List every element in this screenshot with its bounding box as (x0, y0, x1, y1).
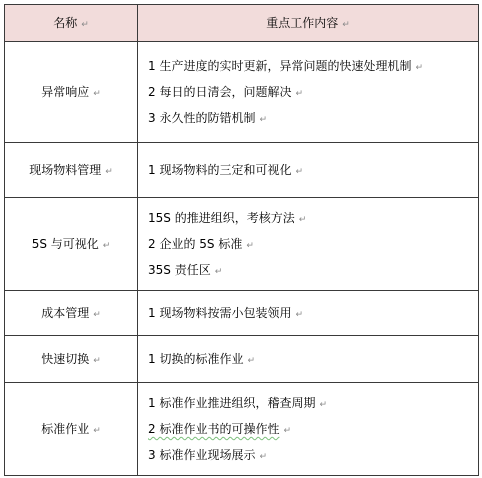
row-name: 成本管理 (41, 305, 90, 320)
content-line: 35S 责任区 ↵ (148, 263, 223, 277)
table-row (5, 143, 479, 198)
content-line: 3 永久性的防错机制 ↵ (148, 111, 267, 125)
table-row (5, 42, 479, 143)
row-content-cell (138, 143, 479, 198)
return-mark: ↵ (102, 240, 111, 251)
return-mark: ↵ (319, 400, 327, 410)
row-content-cell (138, 198, 479, 291)
row-name: 快速切换 (41, 351, 90, 366)
return-mark: ↵ (93, 355, 101, 366)
return-mark: ↵ (259, 452, 267, 462)
return-mark: ↵ (105, 166, 113, 177)
return-mark: ↵ (246, 241, 254, 251)
row-name-cell (5, 336, 138, 383)
return-mark: ↵ (93, 425, 101, 436)
row-name-cell (5, 198, 138, 291)
row-content-cell (138, 291, 479, 336)
content-line: 2 每日的日清会，问题解决 ↵ (148, 85, 303, 99)
table-row (5, 291, 479, 336)
row-name-cell (5, 291, 138, 336)
table-row (5, 336, 479, 383)
header-content-label: 重点工作内容 (266, 15, 339, 30)
row-name: 异常响应 (41, 84, 90, 99)
return-mark: ↵ (93, 309, 101, 320)
content-line: 15S 的推进组织，考核方法 ↵ (148, 211, 307, 225)
row-name: 5S 与可视化 (31, 236, 99, 251)
header-name-cell (5, 5, 138, 42)
return-mark: ↵ (259, 115, 267, 125)
document-table-container (4, 4, 478, 476)
content-line: 1 现场物料的三定和可视化 ↵ (148, 163, 303, 177)
row-content-cell (138, 42, 479, 143)
table-header-row (5, 5, 479, 42)
row-name-cell (5, 143, 138, 198)
return-mark: ↵ (415, 63, 423, 73)
header-content-cell (138, 5, 479, 42)
row-name-cell (5, 383, 138, 476)
return-mark: ↵ (93, 88, 101, 99)
key-work-table (4, 4, 479, 476)
content-line: 2 标准作业书的可操作性 ↵ (148, 422, 291, 436)
return-mark: ↵ (295, 89, 303, 99)
table-row (5, 383, 479, 476)
return-mark: ↵ (283, 426, 291, 436)
return-mark: ↵ (247, 356, 255, 366)
return-mark: ↵ (81, 19, 89, 30)
return-mark: ↵ (295, 310, 303, 320)
content-line: 1 标准作业推进组织，稽查周期 ↵ (148, 396, 327, 410)
row-name: 标准作业 (41, 421, 90, 436)
header-name-label: 名称 (53, 15, 78, 30)
return-mark: ↵ (342, 19, 350, 30)
return-mark: ↵ (295, 167, 303, 177)
row-content-cell (138, 336, 479, 383)
return-mark: ↵ (214, 267, 223, 277)
content-line: 1 现场物料按需小包装领用 ↵ (148, 306, 303, 320)
row-content-cell (138, 383, 479, 476)
content-line: 2 企业的 5S 标准 ↵ (148, 237, 254, 251)
return-mark: ↵ (298, 215, 307, 225)
table-row (5, 198, 479, 291)
content-line: 3 标准作业现场展示 ↵ (148, 448, 267, 462)
content-line: 1 生产进度的实时更新，异常问题的快速处理机制 ↵ (148, 59, 423, 73)
row-name: 现场物料管理 (29, 162, 102, 177)
row-name-cell (5, 42, 138, 143)
content-line: 1 切换的标准作业 ↵ (148, 352, 255, 366)
